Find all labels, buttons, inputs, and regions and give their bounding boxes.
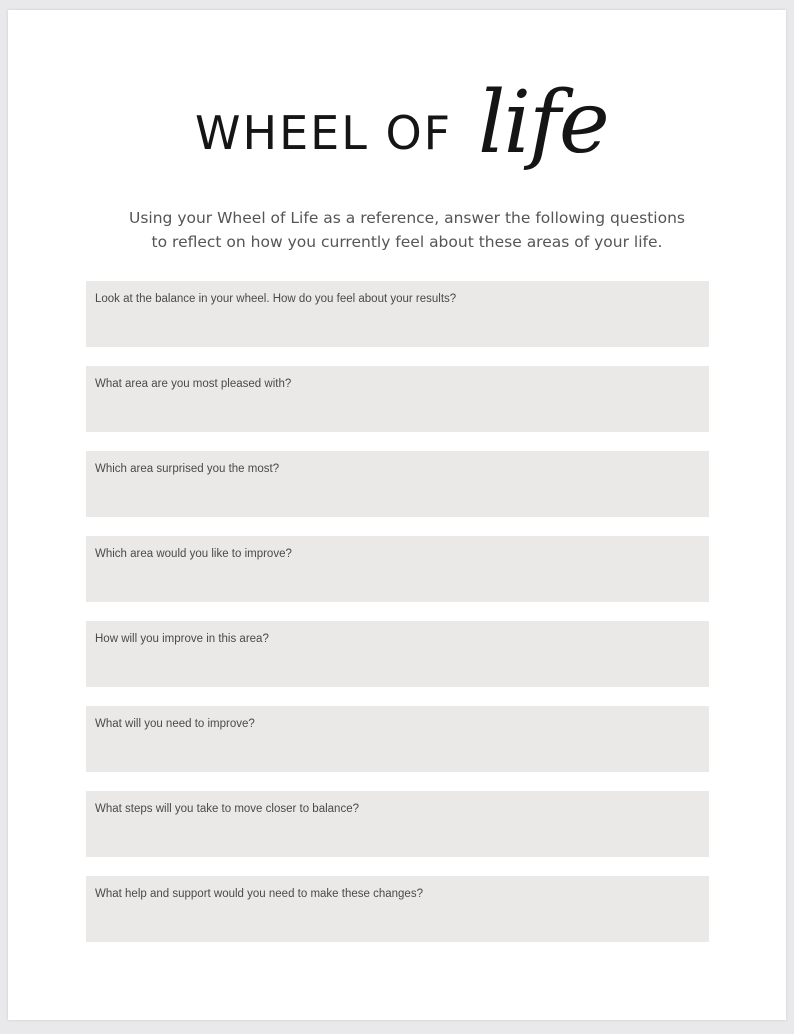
intro-line-1: Using your Wheel of Life as a reference, answer the following questions [129, 209, 685, 227]
intro-text [60, 206, 754, 254]
question-box-7[interactable] [86, 791, 709, 857]
question-label-3: Which area surprised you the most? [95, 463, 280, 475]
question-label-8: What help and support would you need to make these changes? [95, 888, 423, 900]
question-label-4: Which area would you like to improve? [95, 548, 292, 560]
intro-line-2: to reflect on how you currently feel about these areas of your life. [151, 233, 663, 251]
title-script: life [478, 73, 608, 173]
title-main: WHEEL OF [195, 106, 453, 160]
question-label-5: How will you improve in this area? [95, 633, 269, 645]
question-label-7: What steps will you take to move closer to balance? [95, 803, 359, 815]
question-box-6[interactable] [86, 706, 709, 772]
question-box-4[interactable] [86, 536, 709, 602]
question-label-2: What area are you most pleased with? [95, 378, 292, 390]
question-list [86, 281, 709, 961]
question-box-8[interactable] [86, 876, 709, 942]
page-title [0, 73, 794, 190]
question-label-1: Look at the balance in your wheel. How do you feel about your results? [95, 293, 457, 305]
question-box-5[interactable] [86, 621, 709, 687]
question-label-6: What will you need to improve? [95, 718, 255, 730]
question-box-2[interactable] [86, 366, 709, 432]
question-box-1[interactable] [86, 281, 709, 347]
question-box-3[interactable] [86, 451, 709, 517]
